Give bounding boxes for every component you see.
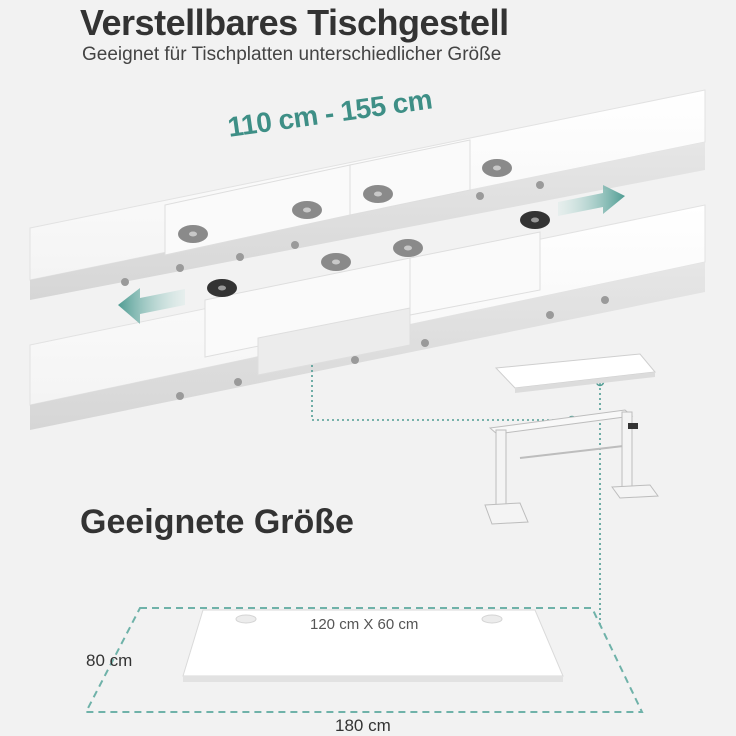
adjust-range-label: 110 cm - 155 cm	[225, 83, 434, 143]
desk-assembly-diagram	[485, 354, 658, 524]
guide-line-frame	[312, 365, 600, 628]
desk-size-label: 120 cm X 60 cm	[310, 616, 419, 633]
page-subtitle: Geeignet für Tischplatten unterschiedlicher Größe	[82, 44, 502, 65]
depth-label: 80 cm	[86, 651, 133, 670]
section-title: Geeignete Größe	[80, 503, 354, 541]
width-label: 180 cm	[335, 716, 391, 735]
page-title: Verstellbares Tischgestell	[80, 2, 509, 43]
